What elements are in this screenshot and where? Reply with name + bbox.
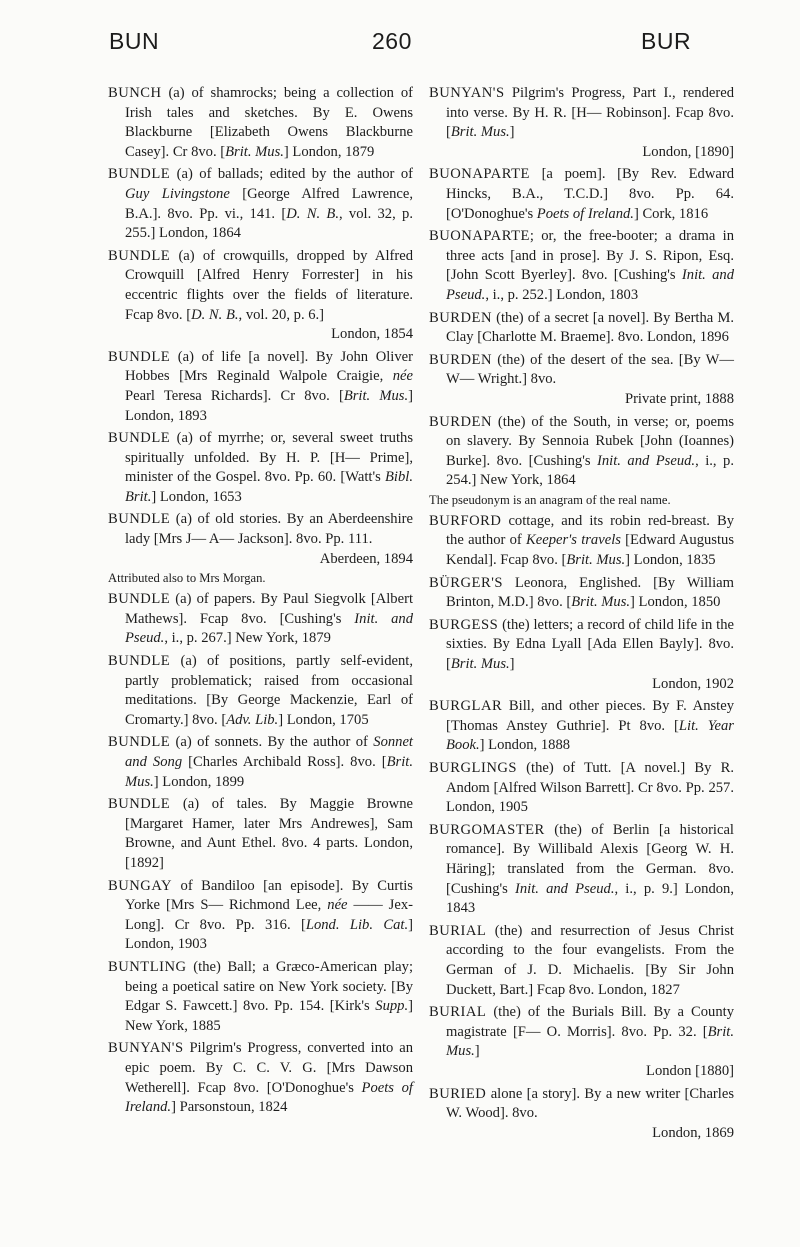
entry-description: of Bandiloo [an episode]. By Curtis Yorke [Mrs S— Richmond Lee, née —— Jex-Long]. Cr 8vo. Pp. 316. [Lond. Lib. Cat.] London, 1903 <box>125 877 413 953</box>
entry-description: (the) Ball; a Græco-American play; being a poetical satire on New York society. [By Edgar S. Fawcett.] 8vo. Pp. 154. [Kirk's Supp.] New York, 1885 <box>125 958 413 1034</box>
catalogue-entry <box>108 247 413 345</box>
entry-headword: BUNDLE <box>108 247 171 264</box>
running-header <box>0 28 800 58</box>
entry-headword: BUONAPARTE <box>429 166 530 183</box>
catalogue-entry <box>108 1039 413 1117</box>
entry-description: (a) of tales. By Maggie Browne [Margaret Hamer, later Mrs Andrewes], Sam Browne, and Aunt Ethel. 8vo. 4 parts. London, [1892] <box>125 796 413 871</box>
entry-description: (a) of positions, partly self-evident, partly problematick; raised from occasional meditations. [By George Mackenzie, Earl of Cromarty.] 8vo. [Adv. Lib.] London, 1705 <box>125 653 413 728</box>
entry-publication: London [1880] <box>646 1062 734 1079</box>
entry-headword: BUNDLE <box>108 653 171 670</box>
entry-description: (a) of life [a novel]. By John Oliver Hobbes [Mrs Reginald Walpole Craigie, née Pearl Teresa Richards]. Cr 8vo. [Brit. Mus.] London, 1893 <box>125 348 413 424</box>
catalogue-entry <box>429 821 734 919</box>
catalogue-entry <box>429 922 734 1000</box>
entry-description: Bill, and other pieces. By F. Anstey [Thomas Anstey Guthrie]. Pt 8vo. [Lit. Year Book.] London, 1888 <box>446 698 734 754</box>
catalogue-entry <box>108 733 413 792</box>
entry-publication: London, 1854 <box>331 326 413 343</box>
catalogue-entry <box>108 165 413 243</box>
catalogue-entry <box>429 309 734 348</box>
entry-headword: BUNDLE <box>108 166 171 183</box>
catalogue-entry <box>108 348 413 426</box>
catalogue-entry <box>108 590 413 649</box>
entry-description: (a) of myrrhe; or, several sweet truths spiritually unfolded. By H. P. [H— Prime], minister of the Gospel. 8vo. Pp. 60. [Watt's Bibl. Brit.] London, 1653 <box>125 430 413 505</box>
entry-description: (a) of papers. By Paul Siegvolk [Albert Mathews]. Fcap 8vo. [Cushing's Init. and Pseud., i., p. 267.] New York, 1879 <box>125 591 413 647</box>
catalogue-entry <box>108 877 413 955</box>
entry-description: (the) of Berlin [a historical romance]. By Willibald Alexis [Georg W. H. Häring]; translated from the German. 8vo. [Cushing's Init. and Pseud., i., p. 9.] London, 1843 <box>446 821 734 917</box>
catalogue-entry <box>108 84 413 162</box>
catalogue-entry <box>108 652 413 730</box>
catalogue-entry <box>108 510 413 587</box>
entry-description: Leonora, Englished. [By William Brinton, M.D.] 8vo. [Brit. Mus.] London, 1850 <box>446 574 734 611</box>
entry-headword: BURDEN <box>429 309 492 326</box>
entry-headword: BURDEN <box>429 351 492 368</box>
entry-description: (the) of the desert of the sea. [By W— W— Wright.] 8vo. <box>446 351 734 388</box>
catalogue-entry <box>429 697 734 756</box>
entry-description: (a) of sonnets. By the author of Sonnet and Song [Charles Archibald Ross]. 8vo. [Brit. Mus.] London, 1899 <box>125 734 413 790</box>
catalogue-entry <box>429 227 734 305</box>
entry-headword: BUNTLING <box>108 958 187 975</box>
catalogue-entry <box>429 1003 734 1081</box>
entry-headword: BURIAL <box>429 1004 487 1021</box>
catalogue-entry <box>108 429 413 507</box>
catalogue-entry <box>429 351 734 410</box>
entry-headword: BUNCH <box>108 85 162 101</box>
page-number: 260 <box>372 28 412 54</box>
entry-headword: BURGLINGS <box>429 760 518 776</box>
entry-description: (the) and resurrection of Jesus Christ according to the four evangelists. From the German of J. D. Michaelis. [By Sir John Duckett, Bart.] Fcap 8vo. London, 1827 <box>446 922 734 998</box>
header-right-guide-word: BUR <box>641 28 692 54</box>
entry-note: The pseudonym is an anagram of the real name. <box>429 492 671 507</box>
entry-description: Pilgrim's Progress, converted into an epic poem. By C. C. V. G. [Mrs Dawson Wetherell]. Fcap 8vo. [O'Donoghue's Poets of Ireland.] Parsonstoun, 1824 <box>125 1040 413 1116</box>
entry-description: (the) letters; a record of child life in the sixties. By Edna Lyall [Ada Ellen Bayly]. 8vo. [Brit. Mus.] <box>446 616 734 673</box>
entry-publication: London, [1890] <box>642 143 734 160</box>
entry-note: Attributed also to Mrs Morgan. <box>108 571 266 586</box>
entry-headword: BURIED <box>429 1085 487 1102</box>
entry-publication: London, 1869 <box>652 1124 734 1141</box>
entry-description: (the) of the Burials Bill. By a County magistrate [F— O. Morris]. 8vo. Pp. 32. [Brit. Mus.] <box>446 1004 734 1060</box>
entry-headword: BUNYAN'S <box>108 1040 184 1057</box>
entry-description: (a) of ballads; edited by the author of Guy Livingstone [George Alfred Lawrence, B.A.]. 8vo. Pp. vi., 141. [D. N. B., vol. 32, p. 255.] London, 1864 <box>125 166 414 242</box>
entry-description: (the) of the South, in verse; or, poems on slavery. By Sennoia Rubek [John (Ioannes) Burke]. 8vo. [Cushing's Init. and Pseud., i., p. 254.] New York, 1864 <box>446 413 735 489</box>
catalogue-entry <box>429 616 734 694</box>
entry-headword: BUNDLE <box>108 348 171 365</box>
entry-description: (the) of a secret [a novel]. By Bertha M. Clay [Charlotte M. Braeme]. 8vo. London, 1896 <box>446 309 734 346</box>
catalogue-entry <box>429 165 734 224</box>
entry-description: (the) of Tutt. [A novel.] By R. Andom [Alfred Wilson Barrett]. Cr 8vo. Pp. 257. London, 1905 <box>446 760 734 816</box>
entry-headword: BUNYAN'S <box>429 85 505 101</box>
entry-publication: London, 1902 <box>652 675 734 692</box>
catalogue-entry <box>429 512 734 571</box>
catalogue-entry <box>429 1085 734 1144</box>
entry-headword: BUNDLE <box>108 591 171 608</box>
entry-description: (a) of shamrocks; being a collection of Irish tales and sketches. By E. Owens Blackburne [Elizabeth Owens Blackburne Casey]. Cr 8vo. [Brit. Mus.] London, 1879 <box>125 85 413 160</box>
entry-headword: BURGLAR <box>429 698 503 715</box>
right-column <box>429 84 734 1146</box>
entry-headword: BUONAPARTE <box>429 228 530 245</box>
entry-description: (a) of old stories. By an Aberdeenshire lady [Mrs J— A— Jackson]. 8vo. Pp. 111. <box>125 511 413 548</box>
catalogue-entry <box>429 759 734 818</box>
entry-description: (a) of crowquills, dropped by Alfred Crowquill [Alfred Henry Forrester] in his eccentric flights over the fields of literature. Fcap 8vo. [D. N. B., vol. 20, p. 6.] <box>125 247 413 323</box>
entry-headword: BURGESS <box>429 616 499 633</box>
entry-headword: BURFORD <box>429 512 502 529</box>
header-left-guide-word: BUN <box>109 28 160 54</box>
catalogue-entry <box>108 958 413 1036</box>
catalogue-entry <box>429 413 734 509</box>
catalogue-entry <box>108 795 413 873</box>
entry-description: ; or, the free-booter; a drama in three acts [and in prose]. By J. S. Ripon, Esq. [John Scott Byerley]. 8vo. [Cushing's Init. and Pseud., i., p. 252.] London, 1803 <box>446 228 734 303</box>
entry-description: alone [a story]. By a new writer [Charles W. Wood]. 8vo. <box>446 1085 734 1122</box>
left-column <box>108 84 413 1121</box>
entry-headword: BURDEN <box>429 413 492 430</box>
entry-headword: BUNDLE <box>108 734 171 751</box>
catalogue-entry <box>429 574 734 613</box>
entry-headword: BÜRGER'S <box>429 574 503 591</box>
entry-description: cottage, and its robin red-breast. By the author of Keeper's travels [Edward Augustus Kendal]. Fcap 8vo. [Brit. Mus.] London, 1835 <box>446 512 735 569</box>
entry-publication: Aberdeen, 1894 <box>319 550 413 567</box>
entry-headword: BUNDLE <box>108 511 171 528</box>
entry-description: [a poem]. [By Rev. Edward Hincks, B.A., T.C.D.] 8vo. Pp. 64. [O'Donoghue's Poets of Ireland.] Cork, 1816 <box>446 166 734 222</box>
entry-headword: BUNGAY <box>108 877 173 894</box>
entry-headword: BURGOMASTER <box>429 821 545 838</box>
entry-headword: BURIAL <box>429 922 487 939</box>
entry-headword: BUNDLE <box>108 430 171 447</box>
entry-publication: Private print, 1888 <box>624 390 734 407</box>
entry-description: Pilgrim's Progress, Part I., rendered into verse. By H. R. [H— Robinson]. Fcap 8vo. [Brit. Mus.] <box>446 85 734 141</box>
entry-headword: BUNDLE <box>108 796 171 813</box>
catalogue-entry <box>429 84 734 162</box>
